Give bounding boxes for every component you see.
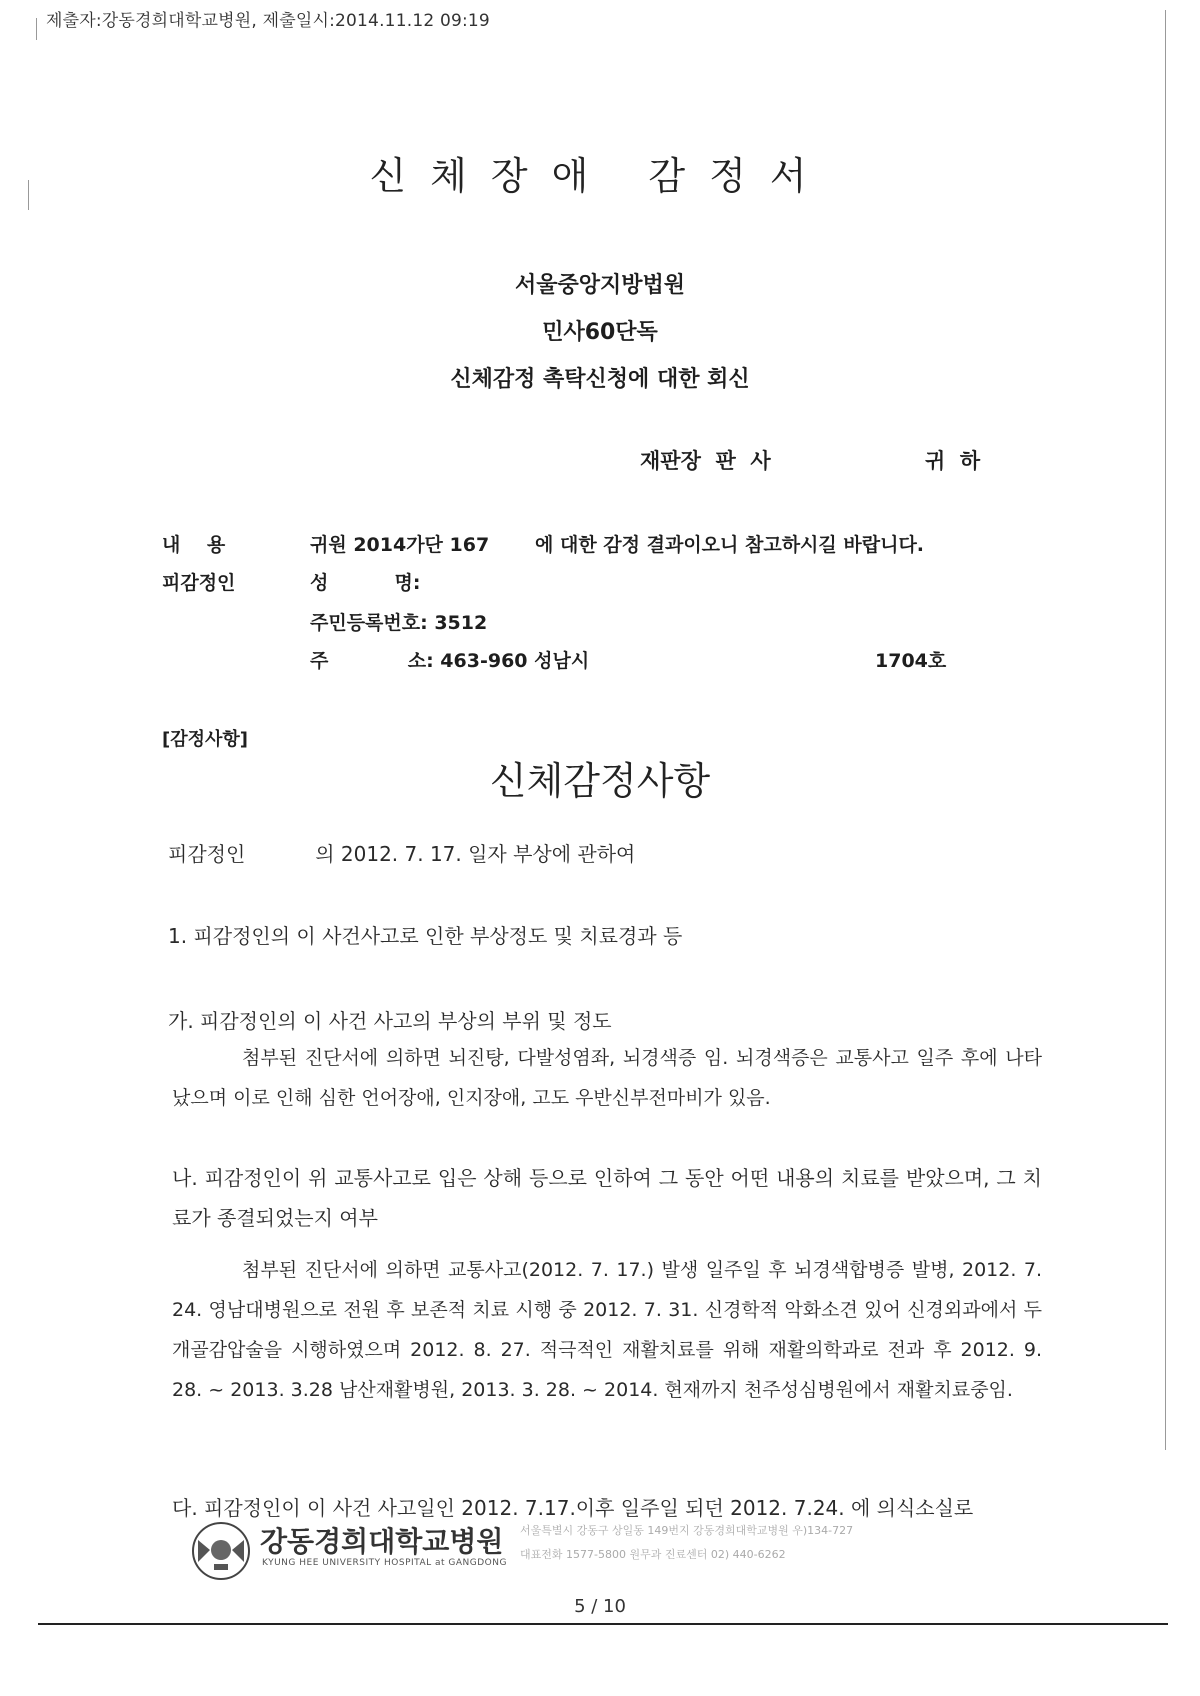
section-title: 신체감정사항 bbox=[489, 759, 711, 803]
subject-label: 피감정인 bbox=[162, 572, 236, 594]
honorific: 귀 하 bbox=[925, 449, 981, 473]
hospital-logo-icon bbox=[190, 1520, 252, 1586]
heading-da: 다. 피감정인이 이 사건 사고일인 2012. 7.17.이후 일주일 되던 2012. 7.24. 에 의식소실로 bbox=[172, 1496, 974, 1520]
case-number: 귀원 2014가단 167 bbox=[310, 534, 490, 556]
document-title: 신체장애 감정서 bbox=[369, 154, 831, 198]
heading-na: 나. 피감정인이 위 교통사고로 입은 상해 등으로 인하여 그 동안 어떤 내용의 치료를 받았으며, 그 치료가 종결되었는지 여부 bbox=[172, 1166, 1042, 1230]
court-division: 민사60단독 bbox=[542, 320, 658, 345]
hospital-name-en: KYUNG HEE UNIVERSITY HOSPITAL at GANGDONG bbox=[262, 1558, 507, 1568]
hospital-contact: 대표전화 1577-5800 원무과 진료센터 02) 440-6262 bbox=[520, 1548, 786, 1561]
body-na: 첨부된 진단서에 의하면 교통사고(2012. 7. 17.) 발생 일주일 후 뇌경색합병증 발병, 2012. 7. 24. 영남대병원으로 전원 후 보존적 치료 시행 중 2012. 7. 31. 신경학적 악화소견 있어 신경외과에서 두개골감압술을 시행하였으며 2012. 8. 27. 적극적인 재활치료를 위해 재활의학과로 전과 후 2012. 9. 28. ~ 2013. 3.28 남산재활병원, 2013. 3. 28. ~ 2014. 현재까지 천주성심병원에서 재활치료중임. bbox=[172, 1259, 1042, 1401]
submission-stamp: 제출자:강동경희대학교병원, 제출일시:2014.11.12 09:19 bbox=[46, 11, 490, 31]
hospital-name: 강동경희대학교병원 bbox=[260, 1525, 504, 1558]
content-label: 내 용 bbox=[162, 534, 226, 556]
name-label: 성 명: bbox=[310, 572, 421, 594]
judge-line: 재판장 판 사 bbox=[640, 449, 771, 473]
intro-line: 피감정인 의 2012. 7. 17. 일자 부상에 관하여 bbox=[168, 842, 636, 866]
address-tail: 1704호 bbox=[875, 650, 947, 672]
page-number: 5 / 10 bbox=[574, 1596, 626, 1617]
heading-ga: 가. 피감정인의 이 사건 사고의 부상의 부위 및 정도 bbox=[168, 1009, 612, 1033]
hospital-address: 서울특별시 강동구 상일동 149번지 강동경희대학교병원 우)134-727 bbox=[520, 1524, 854, 1537]
body-ga: 첨부된 진단서에 의하면 뇌진탕, 다발성염좌, 뇌경색증 임. 뇌경색증은 교통사고 일주 후에 나타났으며 이로 인해 심한 언어장애, 인지장애, 고도 우반신부전마비가 있음. bbox=[172, 1047, 1042, 1109]
rrn-label: 주민등록번호: 3512 bbox=[310, 612, 488, 634]
reply-subject: 신체감정 촉탁신청에 대한 회신 bbox=[450, 367, 750, 392]
margin-line bbox=[36, 18, 37, 40]
margin-line bbox=[1165, 10, 1166, 1450]
address-label: 주 소: 463-960 성남시 bbox=[310, 650, 590, 672]
section-tag: [감정사항] bbox=[162, 729, 249, 750]
question-1: 1. 피감정인의 이 사건사고로 인한 부상정도 및 치료경과 등 bbox=[168, 924, 683, 948]
court-name: 서울중앙지방법원 bbox=[514, 273, 686, 298]
content-text: 에 대한 감정 결과이오니 참고하시길 바랍니다. bbox=[535, 534, 925, 556]
footer-divider bbox=[38, 1623, 1168, 1625]
